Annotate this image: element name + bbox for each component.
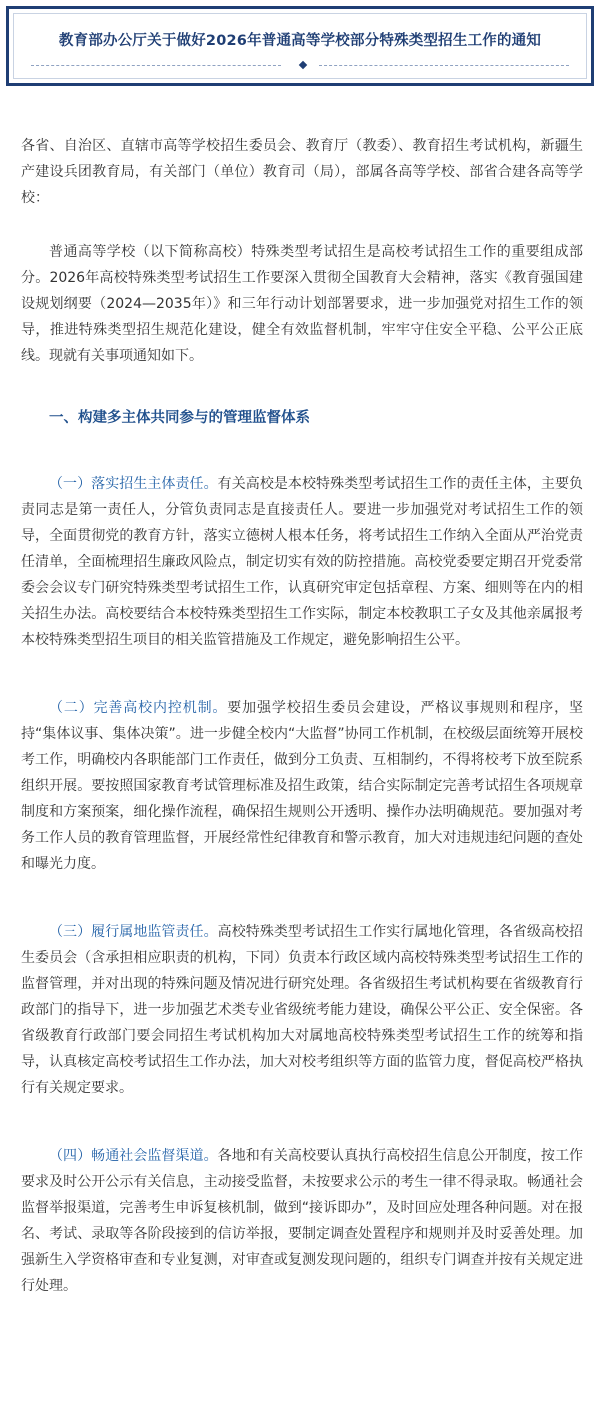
document-header bbox=[6, 6, 594, 86]
item-text: 高校特殊类型考试招生工作实行属地化管理，各省级高校招生委员会（含承担相应职责的机构，下同）负责本行政区域内高校特殊类型考试招生工作的监督管理，并对出现的特殊问题及情况进行研究处理。各省级招生考试机构要在省级教育行政部门的指导下，进一步加强艺术类专业省级统考能力建设，确保公平公正、安全保密。各省级教育行政部门要会同招生考试机构加大对属地高校特殊类型考试招生工作的统筹和指导，认真核定高校考试招生工作办法，加大对校考组织等方面的监管力度，督促高校严格执行有关规定要求。 bbox=[21, 924, 584, 1096]
section-item-2 bbox=[21, 695, 583, 877]
section-heading: 一、构建多主体共同参与的管理监督体系 bbox=[49, 410, 310, 426]
header-divider-left bbox=[31, 65, 281, 66]
document-body bbox=[21, 133, 583, 1341]
header-divider-right bbox=[319, 65, 569, 66]
salutation-paragraph: 各省、自治区、直辖市高等学校招生委员会、教育厅（教委）、教育招生考试机构，新疆生产建设兵团教育局，有关部门（单位）教育司（局），部属各高等学校、部省合建各高等学校： bbox=[21, 138, 583, 206]
item-subhead: （三）履行属地监管责任。 bbox=[49, 924, 218, 940]
item-subhead: （一）落实招生主体责任。 bbox=[49, 476, 218, 492]
item-text: 有关高校是本校特殊类型考试招生工作的责任主体，主要负责同志是第一责任人，分管负责同志是直接责任人。要进一步加强党对考试招生工作的领导，全面贯彻党的教育方针，落实立德树人根本任务，将考试招生工作纳入全面从严治党责任清单，全面梳理招生廉政风险点，制定切实有效的防控措施。高校党委要定期召开党委常委会会议专门研究特殊类型考试招生工作，认真研究审定包括章程、方案、细则等在内的相关招生办法。高校要结合本校特殊类型招生工作实际，制定本校教职工子女及其他亲属报考本校特殊类型招生项目的相关监管措施及工作规定，避免影响招生公平。 bbox=[21, 476, 584, 648]
section-item-1 bbox=[21, 471, 583, 653]
section-item-4 bbox=[21, 1143, 583, 1299]
page-title: 教育部办公厅关于做好2026年普通高等学校部分特殊类型招生工作的通知 bbox=[58, 33, 542, 49]
item-text: 各地和有关高校要认真执行高校招生信息公开制度，按工作要求及时公开公示有关信息，主动接受监督，未按要求公示的考生一律不得录取。畅通社会监督举报渠道，完善考生申诉复核机制，做到“接诉即办”，及时回应处理各种问题。对在报名、考试、录取等各阶段接到的信访举报，要制定调查处置程序和规则并及时妥善处理。加强新生入学资格审查和专业复测，对审查或复测发现问题的，组织专门调查并按有关规定进行处理。 bbox=[21, 1148, 584, 1294]
item-subhead: （四）畅通社会监督渠道。 bbox=[49, 1148, 218, 1164]
diamond-ornament-icon bbox=[299, 61, 307, 69]
intro-paragraph: 普通高等学校（以下简称高校）特殊类型考试招生是高校考试招生工作的重要组成部分。2026年高校特殊类型考试招生工作要深入贯彻全国教育大会精神，落实《教育强国建设规划纲要（2024—2035年）》和三年行动计划部署要求，进一步加强党对招生工作的领导，推进特殊类型招生规范化建设，健全有效监督机制，牢牢守住安全平稳、公平公正底线。现就有关事项通知如下。 bbox=[21, 244, 583, 364]
item-text: 要加强学校招生委员会建设，严格议事规则和程序，坚持“集体议事、集体决策”。进一步健全校内“大监督”协同工作机制，在校级层面统筹开展校考工作，明确校内各职能部门工作责任，做到分工负责、互相制约，不得将校考下放至院系组织开展。要按照国家教育考试管理标准及招生政策，结合实际制定完善考试招生各项规章制度和方案预案，细化操作流程，确保招生规则公开透明、操作办法明确规范。要加强对考务工作人员的教育管理监督，开展经常性纪律教育和警示教育，加大对违规违纪问题的查处和曝光力度。 bbox=[21, 700, 584, 872]
item-subhead: （二）完善高校内控机制。 bbox=[49, 700, 228, 716]
section-item-3 bbox=[21, 919, 583, 1101]
